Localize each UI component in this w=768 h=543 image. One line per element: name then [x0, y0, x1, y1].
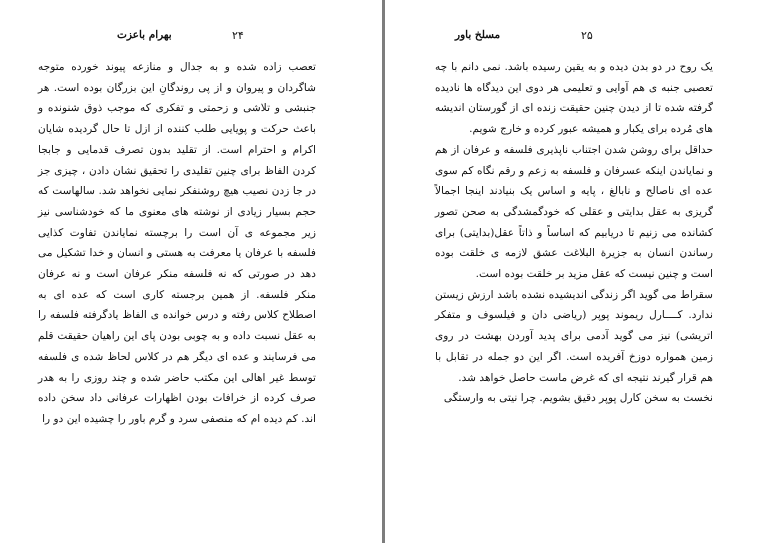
right-page [385, 0, 768, 543]
paragraph: نخست به سخن کارل پوپر دقیق بشویم. چرا نیتی به وارستگی [443, 392, 713, 405]
paragraph: حداقل برای روشن شدن اجتناب ناپذیری فلسفه و عرفان از هم و نمایاندن اینکه عسرفان و فلسفه به زعم و رقم نگاه کم سوی عده ای ناصالح و نابالغ ، پایه و اساس یک بنیادند اینجا اجمالاً گریزی به عقل بدایتی و عقلی که خودگمشدگی به صحن تصور کشانده می زنیم تا دریابیم که اساساً و ذاتاً عقل(بدایتی) برای رساندن انسان به جزیرة البلاغت عشق لازمه ی خلقت بوده است و چنین نیست که عقل مزید بر خلقت بوده است. [435, 143, 713, 281]
page-body [435, 57, 713, 409]
paragraph: تعصب زاده شده و به جدال و منازعه پیوند خورده متوجه شاگردان و پیروان و از پی روندگانِ این بزرگان بوده است. هر جنبشی و تلاشی و زحمتی و تفکری که موجب ذوق شنونده و باعث حرکت و پویایی طلب کننده از ازل تا حال گردیده شایان اکرام و احترام است. از تقلید بدون تصرف قدمایی و جابجا کردن الفاظ برای چنین تقلیدی را تحقیق نشان دادن ، چیزی جز در جا زدن نصیب هیچ روشنفکر نمایی نخواهد شد. سالهاست که حجم بسیار زیادی از نوشته های معنوی ما که خودشناسی نیز زیر مجموعه ی آن است را برچسته نمایاندن تفاوت کذایی فلسفه با عرفان یا معرفت به هستی و انسان و خدا تشکیل می دهد در صورتی که نه فلسفه منکر عرفان است و نه عرفان منکر فلسفه. از همین برجسته کاری است که عده ای به اصطلاح کلاس رفته و درس خوانده ی الفاظ یادگرفته فلسفه را به عقل نسبت داده و به چوبی بودن پای این راهیان حقیقت قلم می فرسایند و عده ای دیگر هم در کلاس لحاظ شده ی فلسفه توسط غیر اهالی این مکتب حاضر شده و چند روزی را به هدر صرف کرده از خرافات بودن اظهارات عرفانی داد سخن داده اند. کم دیده ام که منصفی سرد و گرم باور را چشیده این دو را [38, 61, 316, 425]
page-body [38, 57, 316, 430]
paragraph: یک روح در دو بدن دیده و به یقین رسیده باشد. نمی دانم با چه تعصبی جنبه ی هم آوایی و تعلیمی هر دوی این دیدگاه ها نادیده گرفته شده تا از دیدن چنین حقیقت زنده ای از گورستان اندیشه های مُرده برای یکبار و همیشه عبور کرده و خارج شویم. [435, 61, 713, 136]
running-header-title: مسلخ باور [455, 29, 501, 41]
paragraph: سقراط می گوید اگر زندگی اندیشیده نشده باشد ارزش زیستن ندارد. کــــارل ریموند پوپر (ریاضی دان و فیلسوف و متفکر اتریشی) نیز می گوید آدمی برای پدید آوردن بهشت در روی زمین همواره دوزخ آفریده است. اگر این دو جمله در تقابل با هم قرار گیرند نتیجه ای که غرض ماست حاصل خواهد شد. [435, 288, 713, 384]
running-header-author: بهرام باعزت [117, 29, 172, 41]
left-page [0, 0, 382, 543]
page-number: ۲۵ [581, 29, 593, 42]
page-number: ۲۴ [232, 29, 244, 42]
